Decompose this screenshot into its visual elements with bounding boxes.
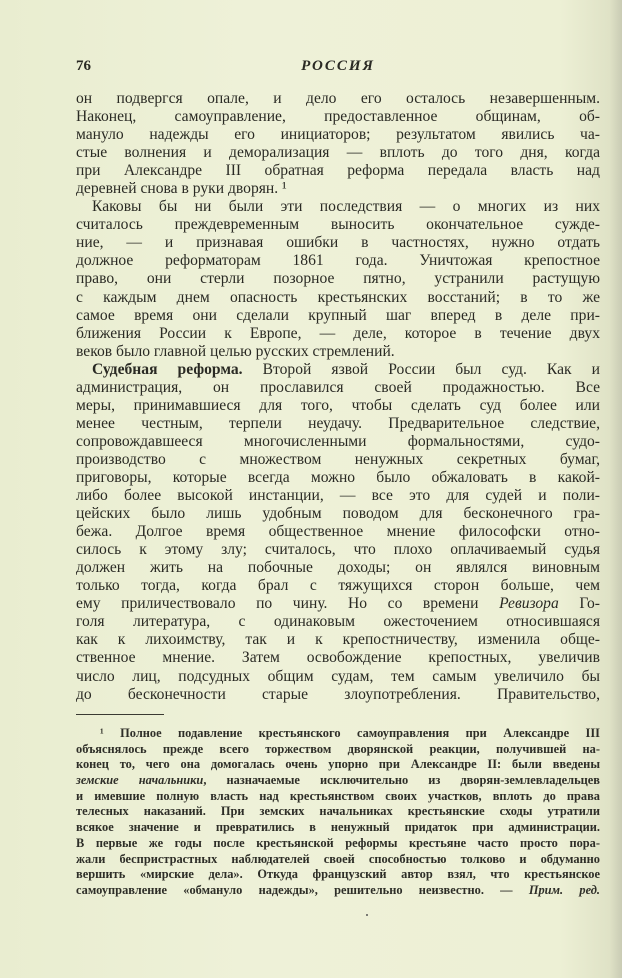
text-run: самое время они сделали крупный шаг вперед в деле при- <box>76 306 600 324</box>
footnote-line <box>76 867 600 883</box>
text-run: администрация, он прославился своей продажностью. Все <box>76 378 600 396</box>
text-run: до бесконечности старые злоупотребления. Правительство, <box>76 685 600 703</box>
body-line <box>76 487 600 505</box>
body-line <box>76 397 600 415</box>
text-run: с каждым днем опасность крестьянских восстаний; в то же <box>76 288 600 306</box>
text-run: число лиц, подсудных общим судам, тем самым увеличило бы <box>76 667 600 685</box>
body-line <box>76 559 600 577</box>
text-run: он подвергся опале, и дело его осталось незавершенным. <box>76 90 600 107</box>
footnote-rule <box>76 714 164 715</box>
footnote-line <box>76 789 600 805</box>
footnote-line <box>76 757 600 773</box>
text-run: конец то, чего она домогалась очень упорно при Александре II: были введены <box>76 757 600 772</box>
text-run: ние, — и признавая ошибки в частностях, нужно отдать <box>76 234 600 252</box>
body-text <box>76 90 600 704</box>
text-run: силось к этому злу; считалось, что плохо оплачиваемый судья <box>76 541 600 559</box>
footnote-line <box>76 773 600 789</box>
body-line <box>76 577 600 595</box>
text-run: стые волнения и деморализация — вплоть до того дня, когда <box>76 144 600 162</box>
text-run: как к лихоимству, так и к крепостничеству, изменила обще- <box>76 631 600 649</box>
body-line <box>76 415 600 433</box>
text-run: самоуправление «обмануло надежды», решительно неизвестно. — <box>76 882 529 897</box>
italic-text: Ревизора <box>499 595 559 613</box>
text-run: только тогда, когда брал с тяжущихся сторон больше, чем <box>76 577 600 595</box>
running-title: РОССИЯ <box>301 58 375 74</box>
italic-text: Прим. ред. <box>528 882 600 897</box>
text-run: В первые же годы после крестьянской реформы крестьяне часто просто пора- <box>76 835 600 850</box>
text-run: приговоры, которые всегда можно было обжаловать в какой- <box>76 468 600 486</box>
text-run: Второй язвой России был суд. Как и <box>242 360 600 378</box>
body-line <box>76 541 600 559</box>
text-run: должен жить на побочные доходы; он являлся виновным <box>76 559 600 577</box>
text-run: ¹ Полное подавление крестьянского самоуправления при Александре III <box>100 726 600 740</box>
text-run: телесных наказаний. При земских начальниках крестьянские сходы утратили <box>76 804 600 819</box>
body-line <box>76 613 600 631</box>
footnote-line <box>76 726 600 742</box>
text-run: меры, принимавшиеся для того, чтобы сделать суд более или <box>76 396 600 414</box>
body-line <box>76 379 600 397</box>
body-line <box>76 649 600 667</box>
body-line <box>76 505 600 523</box>
section-heading: Судебная реформа. <box>92 360 243 378</box>
print-speck <box>366 914 368 916</box>
text-run: Каковы бы ни были эти последствия — о многих из них <box>92 198 600 216</box>
page-number: 76 <box>76 58 91 74</box>
footnote-line <box>76 883 600 899</box>
body-line <box>76 144 600 162</box>
text-run: голя литература, с одинаковым ожесточением относившаяся <box>76 613 600 631</box>
body-line <box>76 234 600 252</box>
body-line <box>76 523 600 541</box>
body-line <box>76 90 600 108</box>
text-run: и имевшие полную власть над крестьянством своих участков, вплоть до права <box>76 788 600 803</box>
text-run: Го- <box>558 595 600 613</box>
text-run: мануло надежды его инициаторов; результатом явились ча- <box>76 126 600 144</box>
footnote-line <box>76 742 600 758</box>
body-line <box>76 631 600 649</box>
text-run: либо более высокой инстанции, — все это для судей и поли- <box>76 487 600 505</box>
text-run: менее честным, терпели неудачу. Предварительное следствие, <box>76 414 600 432</box>
footnote-line <box>76 804 600 820</box>
text-run: вершить «мирские дела». Откуда французский автор взял, что крестьянское <box>76 867 600 882</box>
text-run: должное реформаторам 1861 года. Уничтожая крепостное <box>76 252 600 270</box>
italic-text: земские начальники <box>76 773 204 788</box>
text-run: , назначаемые исключительно из дворян-землевладельцев <box>203 773 600 788</box>
body-line <box>76 307 600 325</box>
body-line <box>76 595 600 613</box>
body-line <box>76 126 600 144</box>
text-run: всякое значение и превратились в ненужный придаток при администрации. <box>76 820 600 835</box>
body-line <box>76 180 600 198</box>
body-line <box>76 108 600 126</box>
footnote-line <box>76 820 600 836</box>
text-run: Наконец, самоуправление, предоставленное общинам, об- <box>76 108 600 126</box>
text-run: производство с множеством ненужных секретных бумаг, <box>76 450 600 468</box>
body-line <box>76 216 600 234</box>
footnote-line <box>76 836 600 852</box>
body-line <box>76 198 600 216</box>
text-run: считалось преждевременным выносить окончательное сужде- <box>76 216 600 234</box>
text-run: объяснялось прежде всего торжеством дворянской реакции, получившей на- <box>76 741 600 756</box>
body-line <box>76 252 600 270</box>
body-line <box>76 270 600 288</box>
body-line <box>76 451 600 469</box>
body-line <box>76 668 600 686</box>
text-run: при Александре III обратная реформа передала власть над <box>76 162 600 180</box>
footnotes <box>76 726 600 899</box>
body-line <box>76 361 600 379</box>
text-run: сопровождавшееся многочисленными формальностями, судо- <box>76 432 600 450</box>
text-run: жали беспристрастных наблюдателей своей способностью толково и обдуманно <box>76 851 600 866</box>
text-run: бежа. Долгое время общественное мнение философски отно- <box>76 523 600 541</box>
body-line <box>76 289 600 307</box>
text-run: право, они стерли позорное пятно, устранили растущую <box>76 270 600 288</box>
text-run: веков было главной целью русских стремлений. <box>76 342 395 360</box>
body-line <box>76 343 600 361</box>
body-line <box>76 686 600 704</box>
text-run: ближения России к Европе, — деле, которое в течение двух <box>76 324 600 342</box>
body-line <box>76 469 600 487</box>
text-run: ему приличествовало по чину. Но со времени <box>76 595 500 613</box>
text-run: цейских было лишь удобным поводом для бесконечного гра- <box>76 505 600 523</box>
page-header <box>76 58 600 78</box>
body-line <box>76 162 600 180</box>
text-run: ственное мнение. Затем освобождение крепостных, увеличив <box>76 649 600 667</box>
body-line <box>76 433 600 451</box>
text-run: деревней снова в руки дворян. ¹ <box>76 180 287 198</box>
body-line <box>76 325 600 343</box>
footnote-line <box>76 852 600 868</box>
